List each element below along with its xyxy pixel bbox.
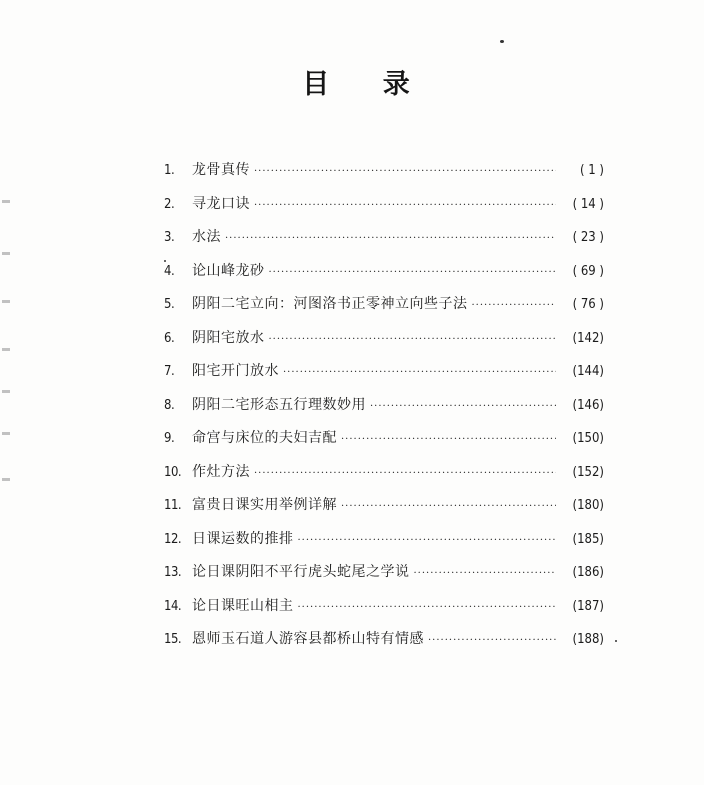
entry-number: 2. [164,196,175,212]
entry-title: 阴阳宅放水 [192,329,265,346]
dot-leader [472,300,557,311]
entry-number: 14. [164,598,182,614]
entry-number: 12. [164,531,182,547]
entry-title: 论日课旺山相主 [192,597,294,614]
entry-page: ( 76 ) [572,297,604,312]
dot-leader [254,468,556,479]
dot-leader [341,501,556,512]
toc-entry[interactable] [164,293,604,327]
toc-entry[interactable] [164,226,604,260]
entry-page: (187) [572,598,604,614]
entry-page: ( 14 ) [572,196,604,212]
entry-title: 作灶方法 [192,463,250,480]
entry-page: (150) [572,431,604,446]
dot-leader [298,535,557,546]
entry-title: 论日课阴阳不平行虎头蛇尾之学说 [192,564,410,580]
entry-page: (142) [572,330,604,346]
entry-title: 论山峰龙砂 [192,262,265,279]
table-of-contents [164,159,604,662]
entry-page: ( 23 ) [572,230,604,245]
toc-entry[interactable] [164,561,604,595]
entry-number: 10. [164,464,182,480]
entry-page: (185) [572,531,604,547]
dot-leader [254,166,556,177]
toc-entry[interactable] [164,327,604,361]
dot-leader [269,334,557,345]
edge-mark [2,300,10,303]
entry-page: ( 69 ) [572,263,604,279]
entry-page: (188) [572,632,604,647]
entry-title: 阴阳二宅形态五行理数妙用 [192,396,366,413]
entry-number: 5. [164,297,175,312]
toc-entry[interactable] [164,494,604,528]
toc-entry[interactable] [164,260,604,294]
toc-entry[interactable] [164,628,604,662]
dot-leader [254,200,556,211]
entry-number: 15. [164,632,182,647]
edge-mark [2,432,10,435]
edge-mark [2,200,10,203]
entry-number: 13. [164,565,182,580]
entry-page: (186) [572,565,604,580]
toc-entry[interactable] [164,193,604,227]
entry-page: (152) [572,464,604,480]
entry-number: 4. [164,263,175,279]
edge-mark [2,348,10,351]
entry-number: 1. [164,163,175,178]
entry-title: 阴阳二宅立向：河图洛书正零神立向些子法 [192,296,468,312]
toc-entry[interactable] [164,461,604,495]
dot-leader [298,602,557,613]
edge-mark [2,252,10,255]
toc-entry[interactable] [164,360,604,394]
toc-entry[interactable] [164,159,604,193]
dot-leader [341,434,556,445]
entry-title: 日课运数的推排 [192,530,294,547]
dot-leader [225,233,556,244]
scan-speck [615,640,617,642]
entry-number: 7. [164,364,175,379]
page-edge-bleed [2,200,12,490]
edge-mark [2,478,10,481]
toc-entry[interactable] [164,427,604,461]
dot-leader [370,401,556,412]
entry-title: 命宫与床位的夫妇吉配 [192,430,337,446]
page-title: 目 录 [302,69,432,100]
dot-leader [269,267,557,278]
entry-number: 9. [164,431,175,446]
entry-page: (180) [572,498,604,513]
entry-title: 龙骨真传 [192,162,250,178]
entry-number: 6. [164,330,175,346]
entry-page: (144) [572,364,604,379]
entry-title: 富贵日课实用举例详解 [192,497,337,513]
toc-entry[interactable] [164,595,604,629]
entry-number: 8. [164,397,175,413]
edge-mark [2,390,10,393]
entry-title: 阳宅开门放水 [192,363,279,379]
dot-leader [414,568,557,579]
entry-title: 水法 [192,229,221,245]
entry-page: ( 1 ) [580,163,604,178]
entry-page: (146) [572,397,604,413]
entry-title: 寻龙口诀 [192,195,250,212]
scan-speck [500,40,504,43]
entry-title: 恩师玉石道人游容县都桥山特有情感 [192,631,424,647]
entry-number: 3. [164,230,175,245]
dot-leader [428,635,556,646]
toc-entry[interactable] [164,528,604,562]
entry-number: 11. [164,498,182,513]
toc-entry[interactable] [164,394,604,428]
dot-leader [283,367,556,378]
